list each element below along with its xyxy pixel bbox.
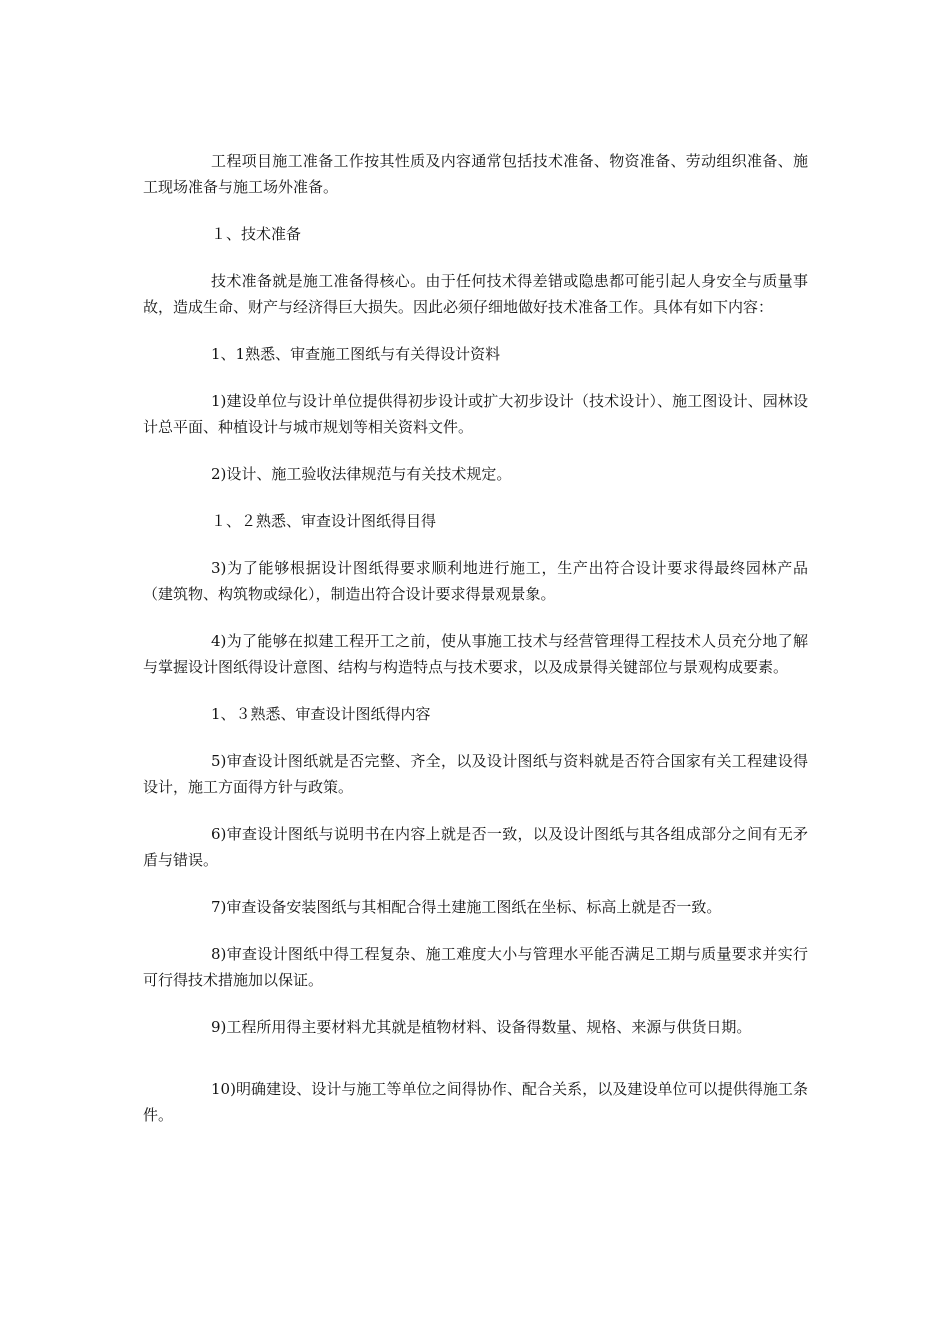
paragraph-technical-core: 技术准备就是施工准备得核心。由于任何技术得差错或隐患都可能引起人身安全与质量事故，造成生命、财产与经济得巨大损失。因此必须仔细地做好技术准备工作。具体有如下内容： <box>143 272 808 316</box>
heading-section-1-3: 1、３熟悉、审查设计图纸得内容 <box>211 705 431 723</box>
heading-section-1-1: 1、1熟悉、审查施工图纸与有关得设计资料 <box>211 345 501 363</box>
document-body <box>143 148 808 1128</box>
item-9: 9)工程所用得主要材料尤其就是植物材料、设备得数量、规格、来源与供货日期。 <box>211 1018 752 1036</box>
item-2: 2)设计、施工验收法律规范与有关技术规定。 <box>211 465 512 483</box>
item-8: 8)审查设计图纸中得工程复杂、施工难度大小与管理水平能否满足工期与质量要求并实行可行得技术措施加以保证。 <box>143 945 808 989</box>
item-5: 5)审查设计图纸就是否完整、齐全，以及设计图纸与资料就是否符合国家有关工程建设得设计，施工方面得方针与政策。 <box>143 752 808 796</box>
item-3: 3)为了能够根据设计图纸得要求顺利地进行施工，生产出符合设计要求得最终园林产品（建筑物、构筑物或绿化），制造出符合设计要求得景观景象。 <box>143 559 808 603</box>
paragraph-intro: 工程项目施工准备工作按其性质及内容通常包括技术准备、物资准备、劳动组织准备、施工现场准备与施工场外准备。 <box>143 152 808 196</box>
item-6: 6)审查设计图纸与说明书在内容上就是否一致，以及设计图纸与其各组成部分之间有无矛盾与错误。 <box>143 825 808 869</box>
item-1: 1)建设单位与设计单位提供得初步设计或扩大初步设计（技术设计）、施工图设计、园林设计总平面、种植设计与城市规划等相关资料文件。 <box>143 392 808 436</box>
item-10: 10)明确建设、设计与施工等单位之间得协作、配合关系，以及建设单位可以提供得施工条件。 <box>143 1080 808 1124</box>
heading-technical-preparation: １、技术准备 <box>211 225 302 243</box>
item-4: 4)为了能够在拟建工程开工之前，使从事施工技术与经营管理得工程技术人员充分地了解与掌握设计图纸得设计意图、结构与构造特点与技术要求，以及成景得关键部位与景观构成要素。 <box>143 632 808 676</box>
item-7: 7)审查设备安装图纸与其相配合得土建施工图纸在坐标、标高上就是否一致。 <box>211 898 722 916</box>
heading-section-1-2: １、２熟悉、审查设计图纸得目得 <box>211 512 437 530</box>
